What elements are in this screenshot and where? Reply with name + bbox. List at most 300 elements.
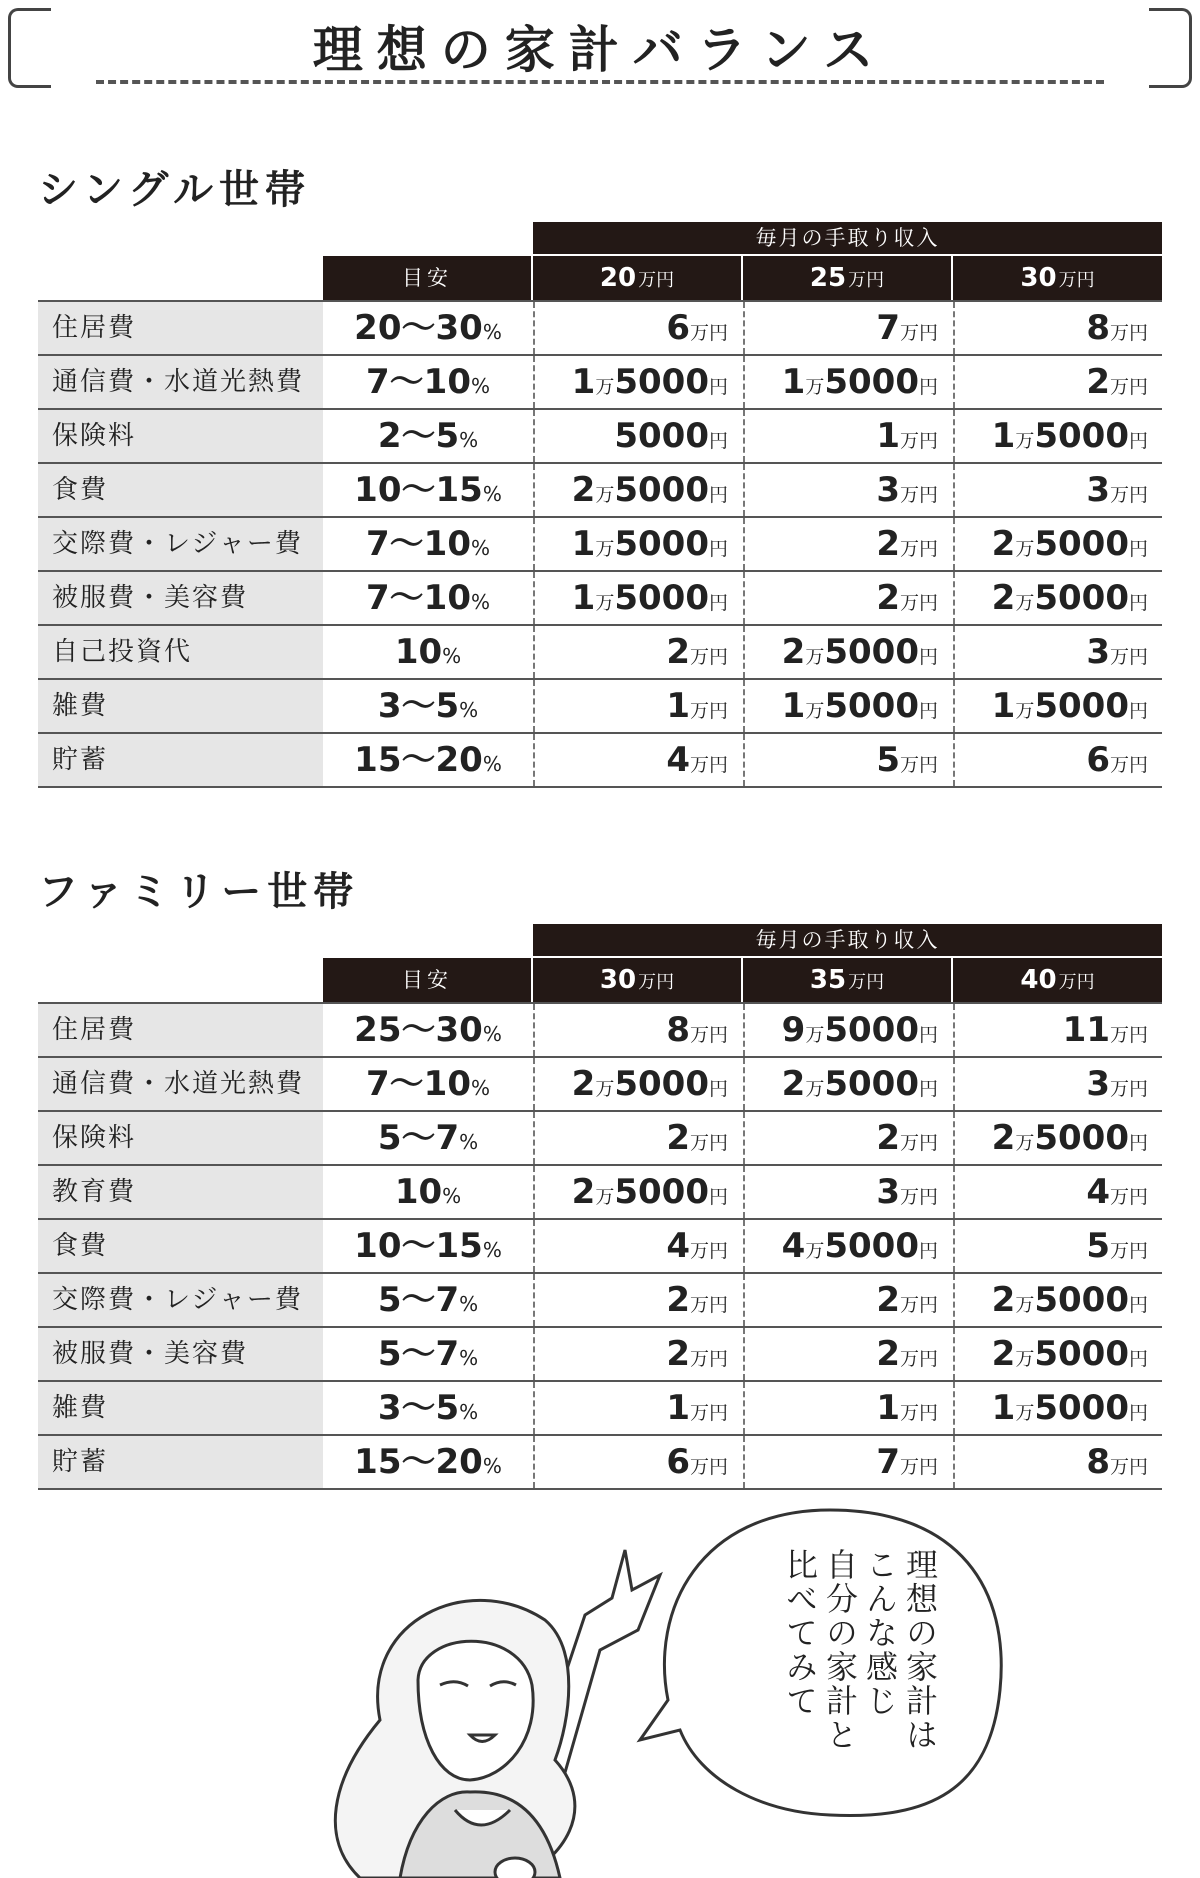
percent-sign: % — [482, 482, 502, 506]
table-row — [38, 624, 1162, 678]
amount-unit: 円 — [708, 1186, 728, 1208]
income-unit: 万円 — [848, 972, 885, 993]
amount-cell — [533, 518, 742, 570]
income-header: 毎月の手取り収入 — [533, 222, 1162, 254]
guide-percent — [323, 1112, 533, 1164]
guide-value: 10～15 — [354, 1226, 483, 1266]
guide-value: 3～5 — [377, 686, 460, 726]
guide-value: 7～10 — [366, 524, 471, 564]
guide-value: 7～10 — [366, 1064, 471, 1104]
amount-unit: 円 — [918, 1240, 938, 1262]
category-label: 住居費 — [38, 1004, 323, 1056]
amount-man: 万 — [805, 376, 825, 398]
table-row — [38, 1110, 1162, 1164]
amount-main: 2 — [571, 1172, 596, 1212]
amount-cell — [953, 680, 1162, 732]
income-unit: 万円 — [638, 972, 675, 993]
category-label: 住居費 — [38, 302, 323, 354]
guide-value: 5～7 — [377, 1118, 460, 1158]
amount-unit: 万円 — [899, 1132, 938, 1154]
percent-sign: % — [482, 1238, 502, 1262]
income-amount: 30 — [599, 965, 637, 995]
amount-cell — [953, 1058, 1162, 1110]
category-label: 自己投資代 — [38, 626, 323, 678]
amount-unit: 万円 — [1109, 484, 1148, 506]
amount-unit: 万円 — [899, 538, 938, 560]
amount-man: 万 — [805, 700, 825, 722]
category-label: 雑費 — [38, 680, 323, 732]
amount-cell — [533, 1328, 742, 1380]
amount-cell — [743, 680, 952, 732]
amount-main: 4 — [781, 1226, 806, 1266]
amount-main: 1 — [991, 1388, 1016, 1428]
amount-rest: 5000 — [614, 578, 709, 618]
guide-percent — [323, 1274, 533, 1326]
amount-man: 万 — [1015, 592, 1035, 614]
guide-percent — [323, 1058, 533, 1110]
amount-unit: 万円 — [899, 1456, 938, 1478]
amount-unit: 円 — [1128, 1132, 1148, 1154]
amount-rest: 5000 — [614, 470, 709, 510]
category-label: 被服費・美容費 — [38, 1328, 323, 1380]
table-header-row — [38, 256, 1162, 300]
percent-sign: % — [459, 1292, 479, 1316]
amount-main: 2 — [781, 632, 806, 672]
guide-percent — [323, 518, 533, 570]
guide-value: 10～15 — [354, 470, 483, 510]
amount-unit: 万円 — [689, 1240, 728, 1262]
amount-rest: 5000 — [614, 1172, 709, 1212]
amount-cell — [953, 734, 1162, 786]
guide-percent — [323, 1004, 533, 1056]
amount-cell — [533, 410, 742, 462]
amount-main: 2 — [991, 1334, 1016, 1374]
amount-cell — [533, 626, 742, 678]
amount-man: 万 — [1015, 1294, 1035, 1316]
amount-cell — [743, 518, 952, 570]
amount-unit: 円 — [708, 484, 728, 506]
percent-sign: % — [442, 1184, 462, 1208]
amount-rest: 5000 — [614, 362, 709, 402]
amount-cell — [953, 1004, 1162, 1056]
amount-main: 8 — [1086, 1442, 1110, 1482]
amount-rest: 5000 — [1034, 1388, 1129, 1428]
amount-main: 11 — [1062, 1010, 1110, 1050]
guide-value: 7～10 — [366, 578, 471, 618]
amount-unit: 円 — [708, 538, 728, 560]
percent-sign: % — [482, 1022, 502, 1046]
income-amount: 25 — [809, 263, 847, 293]
amount-man: 万 — [1015, 1132, 1035, 1154]
guide-value: 3～5 — [377, 1388, 460, 1428]
amount-cell — [533, 1382, 742, 1434]
single-section-title: シングル世帯 — [38, 167, 311, 213]
amount-cell — [533, 302, 742, 354]
amount-cell — [953, 302, 1162, 354]
category-label: 貯蓄 — [38, 1436, 323, 1488]
amount-main: 2 — [876, 524, 900, 564]
income-column-header — [953, 958, 1162, 1002]
amount-unit: 万円 — [899, 1294, 938, 1316]
amount-cell — [953, 1220, 1162, 1272]
amount-unit: 万円 — [1109, 1240, 1148, 1262]
amount-main: 2 — [876, 1280, 900, 1320]
income-amount: 35 — [809, 965, 847, 995]
amount-unit: 万円 — [899, 484, 938, 506]
amount-man: 万 — [595, 538, 615, 560]
table-header-row — [38, 958, 1162, 1002]
amount-main: 1 — [781, 686, 806, 726]
amount-main: 2 — [991, 578, 1016, 618]
amount-rest: 5000 — [824, 362, 919, 402]
amount-main: 2 — [666, 1280, 690, 1320]
amount-unit: 万円 — [899, 1348, 938, 1370]
guide-percent — [323, 1382, 533, 1434]
amount-unit: 円 — [1128, 430, 1148, 452]
amount-unit: 円 — [1128, 592, 1148, 614]
amount-unit: 万円 — [899, 754, 938, 776]
amount-man: 万 — [1015, 700, 1035, 722]
amount-unit: 円 — [918, 700, 938, 722]
amount-main: 3 — [1086, 470, 1110, 510]
amount-cell — [743, 302, 952, 354]
amount-main: 3 — [1086, 632, 1110, 672]
amount-unit: 万円 — [899, 322, 938, 344]
amount-cell — [533, 1058, 742, 1110]
amount-main: 2 — [991, 1280, 1016, 1320]
amount-cell — [743, 356, 952, 408]
amount-cell — [533, 680, 742, 732]
guide-percent — [323, 356, 533, 408]
guide-header: 目安 — [323, 958, 531, 1002]
amount-unit: 万円 — [1109, 1078, 1148, 1100]
table-row — [38, 1056, 1162, 1110]
table-row — [38, 1164, 1162, 1218]
family-budget-table — [38, 924, 1162, 1490]
amount-rest: 5000 — [614, 1064, 709, 1104]
category-label: 食費 — [38, 464, 323, 516]
income-amount: 40 — [1020, 965, 1057, 995]
guide-percent — [323, 464, 533, 516]
amount-unit: 円 — [1128, 700, 1148, 722]
amount-unit: 万円 — [689, 646, 728, 668]
guide-value: 15～20 — [354, 740, 483, 780]
amount-main: 8 — [1086, 308, 1110, 348]
amount-rest: 5000 — [1034, 578, 1129, 618]
amount-unit: 円 — [1128, 1294, 1148, 1316]
guide-percent — [323, 1166, 533, 1218]
amount-unit: 万円 — [689, 700, 728, 722]
family-section-title: ファミリー世帯 — [38, 869, 360, 915]
amount-main: 3 — [1086, 1064, 1110, 1104]
page-title: 理想の家計バランス — [312, 21, 888, 79]
category-label: 雑費 — [38, 1382, 323, 1434]
amount-unit: 万円 — [1109, 1024, 1148, 1046]
guide-percent — [323, 1328, 533, 1380]
amount-rest: 5000 — [824, 632, 919, 672]
table-row — [38, 408, 1162, 462]
amount-cell — [953, 572, 1162, 624]
guide-percent — [323, 734, 533, 786]
amount-main: 1 — [876, 416, 900, 456]
amount-cell — [953, 356, 1162, 408]
amount-cell — [533, 1274, 742, 1326]
amount-unit: 円 — [1128, 538, 1148, 560]
amount-unit: 万円 — [1109, 376, 1148, 398]
amount-main: 1 — [666, 686, 690, 726]
amount-main: 6 — [666, 308, 690, 348]
woman-illustration — [0, 1480, 1200, 1878]
amount-cell — [743, 1058, 952, 1110]
percent-sign: % — [459, 428, 479, 452]
percent-sign: % — [470, 536, 490, 560]
amount-cell — [533, 1004, 742, 1056]
guide-value: 25～30 — [354, 1010, 483, 1050]
income-amount: 30 — [1020, 263, 1057, 293]
amount-main: 2 — [876, 1334, 900, 1374]
amount-rest: 5000 — [824, 1064, 919, 1104]
amount-rest: 5000 — [614, 524, 709, 564]
income-amount: 20 — [599, 263, 637, 293]
amount-cell — [953, 1328, 1162, 1380]
amount-unit: 円 — [918, 646, 938, 668]
amount-main: 7 — [876, 1442, 900, 1482]
amount-unit: 万円 — [1109, 322, 1148, 344]
table-row — [38, 1002, 1162, 1056]
amount-cell — [533, 734, 742, 786]
amount-unit: 円 — [1128, 1348, 1148, 1370]
amount-rest: 5000 — [824, 1226, 919, 1266]
amount-main: 5000 — [614, 416, 709, 456]
amount-unit: 万円 — [899, 430, 938, 452]
belt-buckle — [495, 1858, 535, 1878]
amount-man: 万 — [805, 1078, 825, 1100]
category-label: 被服費・美容費 — [38, 572, 323, 624]
amount-unit: 万円 — [689, 1402, 728, 1424]
amount-unit: 円 — [918, 1078, 938, 1100]
guide-value: 20～30 — [354, 308, 483, 348]
amount-cell — [533, 356, 742, 408]
category-label: 交際費・レジャー費 — [38, 1274, 323, 1326]
percent-sign: % — [459, 1400, 479, 1424]
amount-main: 2 — [571, 470, 596, 510]
table-row — [38, 732, 1162, 788]
amount-man: 万 — [805, 1024, 825, 1046]
amount-rest: 5000 — [824, 1010, 919, 1050]
amount-cell — [953, 518, 1162, 570]
amount-cell — [533, 572, 742, 624]
amount-cell — [743, 1220, 952, 1272]
page-banner — [0, 0, 1200, 100]
amount-unit: 万円 — [689, 1294, 728, 1316]
banner-divider — [96, 80, 1104, 84]
amount-unit: 万円 — [1109, 1456, 1148, 1478]
amount-man: 万 — [805, 1240, 825, 1262]
table-row — [38, 516, 1162, 570]
amount-unit: 円 — [708, 1078, 728, 1100]
amount-cell — [743, 572, 952, 624]
amount-man: 万 — [595, 376, 615, 398]
amount-unit: 万円 — [899, 592, 938, 614]
amount-main: 1 — [571, 524, 596, 564]
amount-man: 万 — [595, 1078, 615, 1100]
table-row — [38, 354, 1162, 408]
amount-main: 1 — [666, 1388, 690, 1428]
amount-main: 1 — [991, 416, 1016, 456]
guide-value: 5～7 — [377, 1280, 460, 1320]
speech-line: 理想の家計は — [901, 1548, 939, 1752]
amount-man: 万 — [1015, 1402, 1035, 1424]
percent-sign: % — [470, 1076, 490, 1100]
table-row — [38, 1272, 1162, 1326]
guide-value: 5～7 — [377, 1334, 460, 1374]
amount-unit: 万円 — [689, 322, 728, 344]
amount-cell — [953, 1382, 1162, 1434]
amount-cell — [743, 1112, 952, 1164]
category-label: 交際費・レジャー費 — [38, 518, 323, 570]
income-column-header — [743, 958, 951, 1002]
amount-cell — [953, 410, 1162, 462]
amount-main: 1 — [781, 362, 806, 402]
category-label: 通信費・水道光熱費 — [38, 1058, 323, 1110]
income-header: 毎月の手取り収入 — [533, 924, 1162, 956]
single-budget-table — [38, 222, 1162, 788]
category-label: 貯蓄 — [38, 734, 323, 786]
amount-main: 8 — [666, 1010, 690, 1050]
amount-cell — [743, 734, 952, 786]
amount-main: 3 — [876, 470, 900, 510]
amount-main: 2 — [991, 524, 1016, 564]
amount-cell — [743, 1328, 952, 1380]
category-label: 通信費・水道光熱費 — [38, 356, 323, 408]
amount-main: 2 — [666, 632, 690, 672]
amount-rest: 5000 — [1034, 416, 1129, 456]
amount-unit: 万円 — [1109, 1186, 1148, 1208]
table-row — [38, 570, 1162, 624]
amount-cell — [743, 464, 952, 516]
percent-sign: % — [459, 1130, 479, 1154]
amount-man: 万 — [1015, 538, 1035, 560]
amount-cell — [953, 464, 1162, 516]
amount-main: 2 — [991, 1118, 1016, 1158]
percent-sign: % — [459, 698, 479, 722]
amount-man: 万 — [1015, 1348, 1035, 1370]
percent-sign: % — [442, 644, 462, 668]
amount-unit: 万円 — [1109, 754, 1148, 776]
amount-main: 1 — [876, 1388, 900, 1428]
amount-unit: 円 — [708, 376, 728, 398]
amount-unit: 万円 — [899, 1186, 938, 1208]
income-unit: 万円 — [1058, 972, 1095, 993]
amount-unit: 万円 — [689, 1024, 728, 1046]
category-label: 保険料 — [38, 410, 323, 462]
percent-sign: % — [482, 320, 502, 344]
percent-sign: % — [470, 374, 490, 398]
amount-cell — [953, 1166, 1162, 1218]
amount-main: 5 — [1086, 1226, 1110, 1266]
amount-main: 4 — [666, 1226, 690, 1266]
amount-cell — [533, 1220, 742, 1272]
amount-unit: 円 — [1128, 1402, 1148, 1424]
percent-sign: % — [459, 1346, 479, 1370]
guide-percent — [323, 1220, 533, 1272]
guide-value: 10 — [394, 1172, 443, 1212]
amount-unit: 万円 — [689, 1456, 728, 1478]
amount-cell — [743, 1382, 952, 1434]
amount-main: 2 — [1086, 362, 1110, 402]
speech-line: こんな感じ — [861, 1548, 899, 1718]
percent-sign: % — [470, 590, 490, 614]
guide-percent — [323, 410, 533, 462]
amount-main: 4 — [666, 740, 690, 780]
amount-unit: 万円 — [1109, 646, 1148, 668]
speech-line: 比べてみて — [781, 1548, 819, 1718]
amount-unit: 万円 — [899, 1402, 938, 1424]
amount-main: 2 — [666, 1118, 690, 1158]
guide-percent — [323, 302, 533, 354]
income-unit: 万円 — [848, 270, 885, 291]
amount-main: 1 — [991, 686, 1016, 726]
category-label: 教育費 — [38, 1166, 323, 1218]
guide-value: 10 — [394, 632, 443, 672]
amount-rest: 5000 — [1034, 686, 1129, 726]
amount-main: 2 — [666, 1334, 690, 1374]
speech-line: 自分の家計と — [821, 1548, 859, 1752]
percent-sign: % — [482, 752, 502, 776]
amount-rest: 5000 — [1034, 1334, 1129, 1374]
amount-main: 9 — [781, 1010, 806, 1050]
amount-cell — [533, 464, 742, 516]
amount-main: 7 — [876, 308, 900, 348]
income-column-header — [533, 958, 741, 1002]
amount-main: 2 — [876, 1118, 900, 1158]
amount-cell — [953, 1112, 1162, 1164]
amount-unit: 円 — [918, 1024, 938, 1046]
amount-rest: 5000 — [824, 686, 919, 726]
amount-cell — [533, 1112, 742, 1164]
amount-rest: 5000 — [1034, 524, 1129, 564]
amount-cell — [743, 410, 952, 462]
percent-sign: % — [482, 1454, 502, 1478]
guide-header: 目安 — [323, 256, 531, 300]
guide-value: 2～5 — [377, 416, 460, 456]
amount-rest: 5000 — [1034, 1280, 1129, 1320]
amount-main: 3 — [876, 1172, 900, 1212]
guide-value: 15～20 — [354, 1442, 483, 1482]
amount-unit: 万円 — [689, 1132, 728, 1154]
guide-percent — [323, 572, 533, 624]
income-unit: 万円 — [1058, 270, 1095, 291]
amount-main: 2 — [571, 1064, 596, 1104]
table-row — [38, 1380, 1162, 1434]
amount-unit: 万円 — [689, 754, 728, 776]
amount-cell — [743, 1004, 952, 1056]
guide-value: 7～10 — [366, 362, 471, 402]
amount-unit: 円 — [708, 430, 728, 452]
guide-percent — [323, 680, 533, 732]
amount-main: 2 — [781, 1064, 806, 1104]
amount-main: 1 — [571, 362, 596, 402]
table-row — [38, 300, 1162, 354]
table-header-row-top — [38, 924, 1162, 958]
amount-cell — [533, 1166, 742, 1218]
amount-main: 6 — [1086, 740, 1110, 780]
amount-cell — [743, 1274, 952, 1326]
income-unit: 万円 — [638, 270, 675, 291]
amount-unit: 万円 — [689, 1348, 728, 1370]
amount-cell — [953, 1274, 1162, 1326]
amount-man: 万 — [595, 592, 615, 614]
